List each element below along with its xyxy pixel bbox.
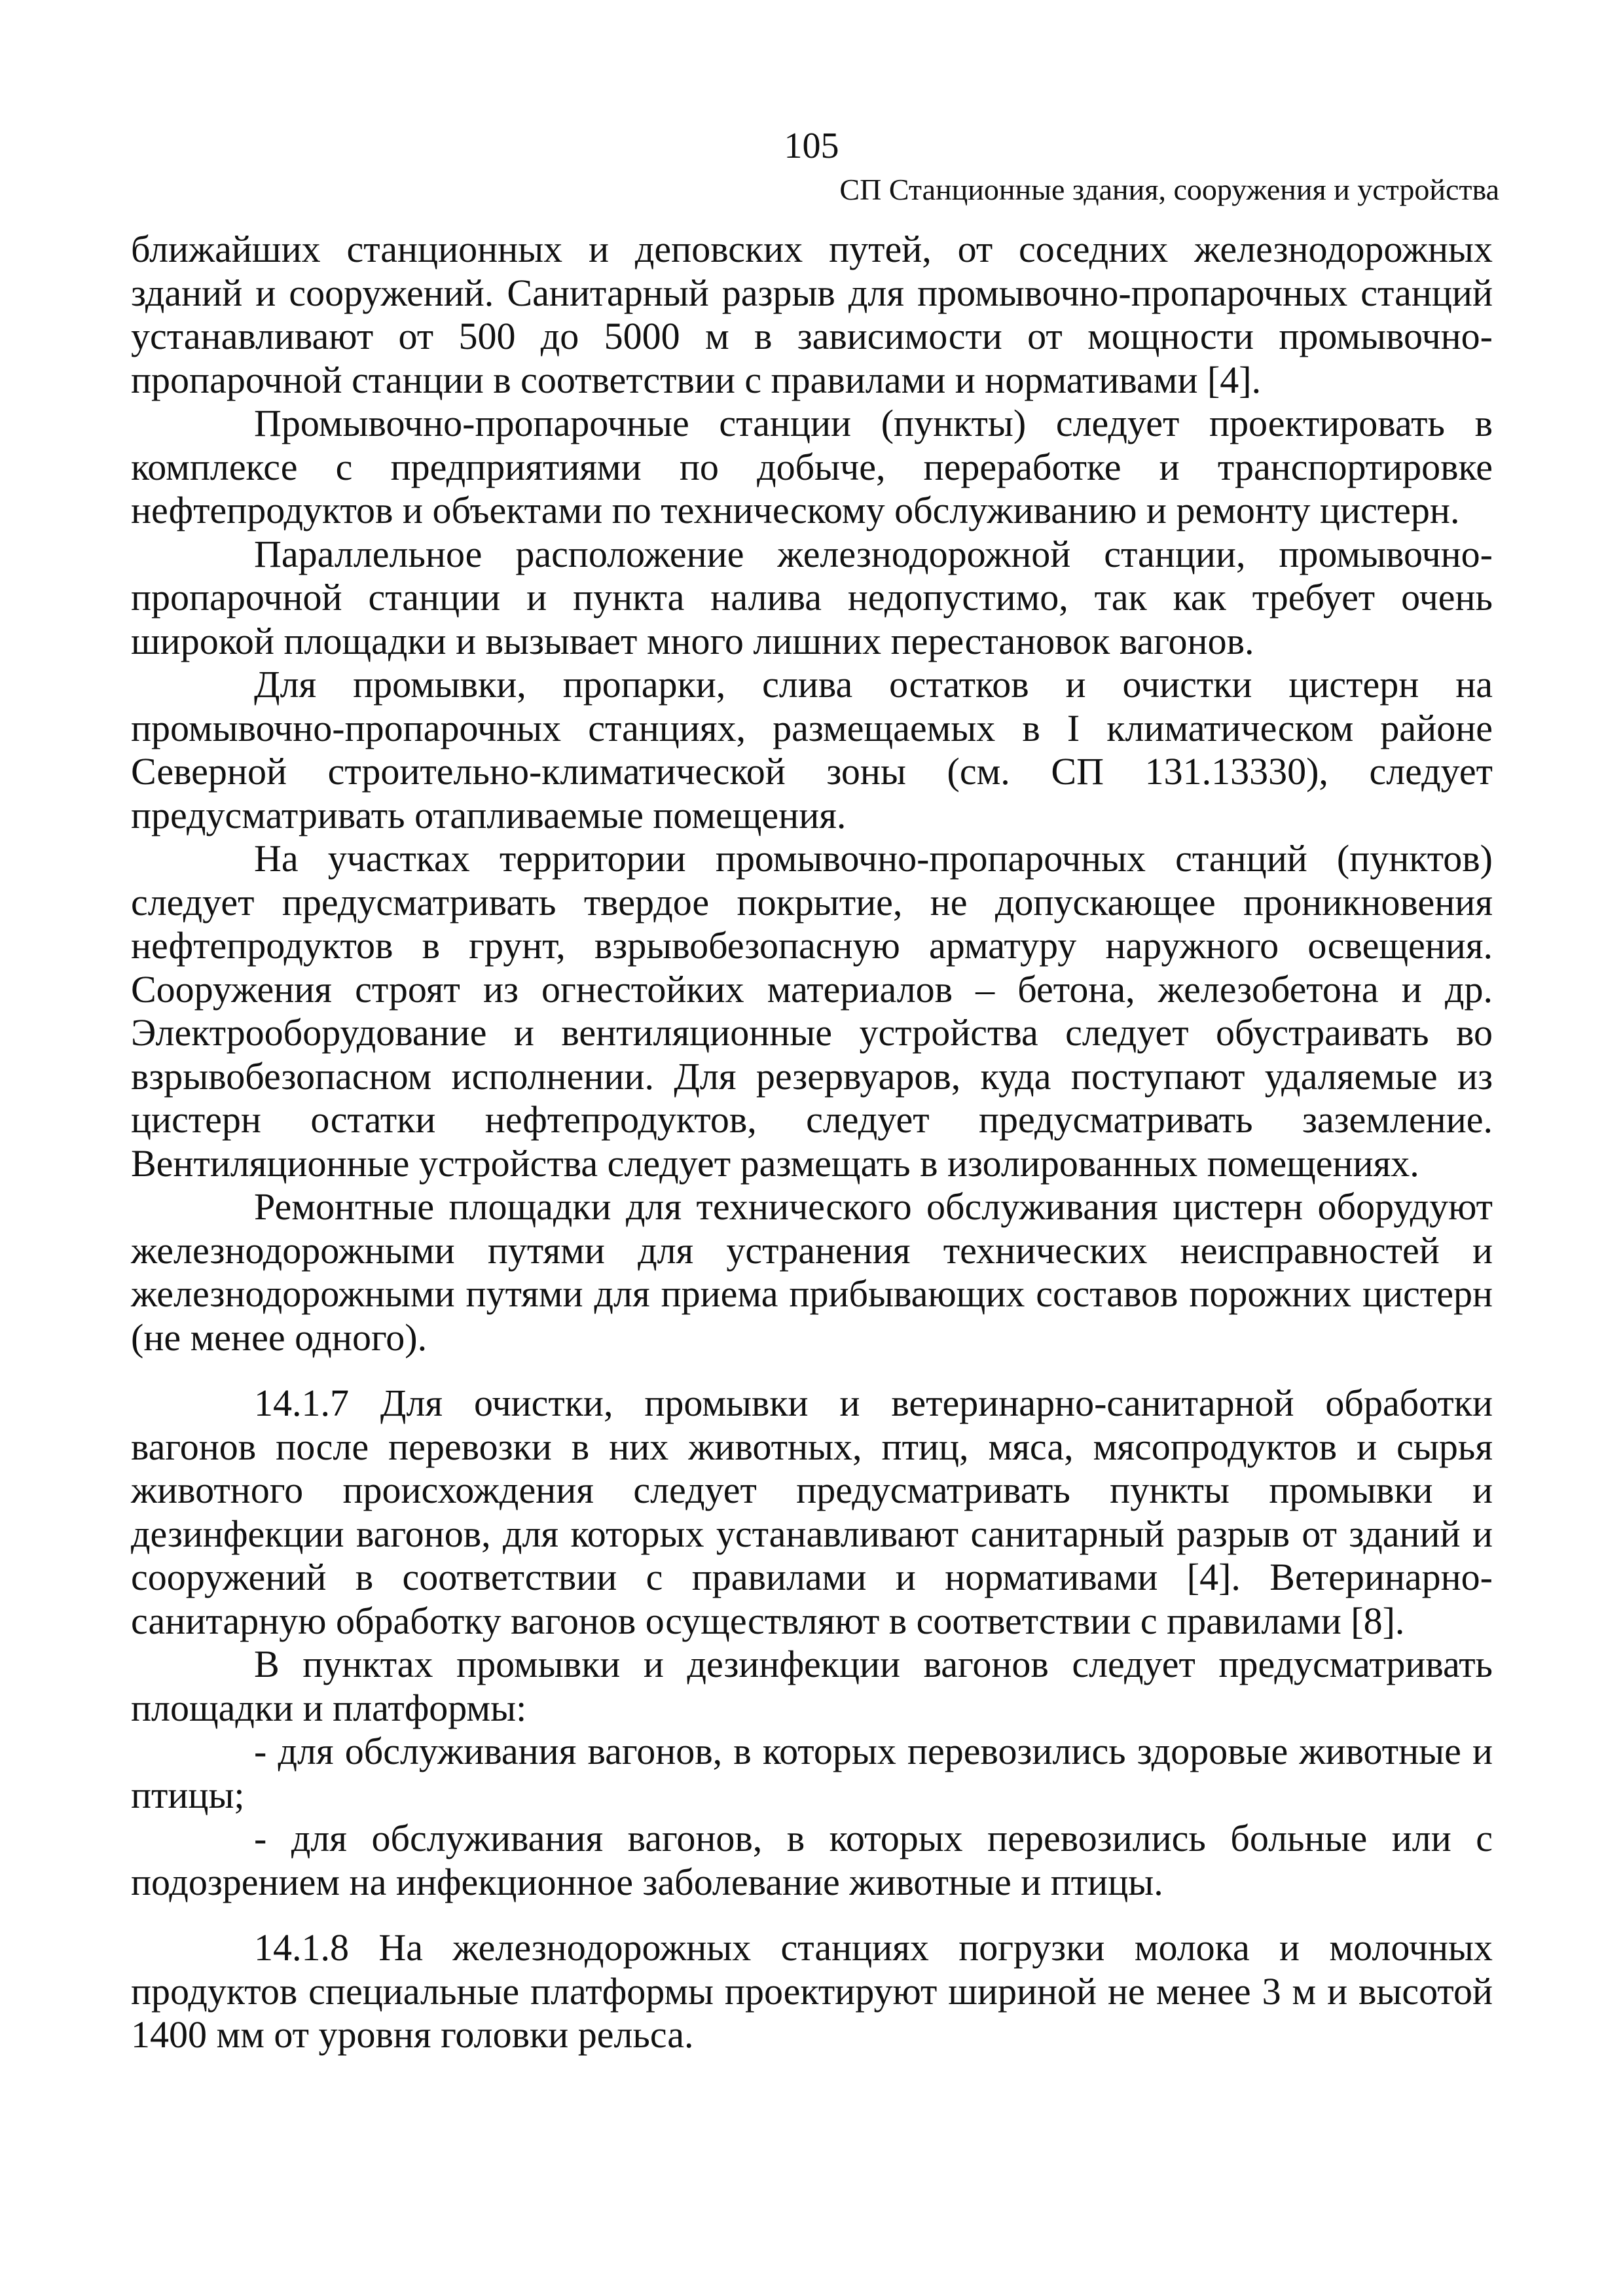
paragraph: ближайших станционных и деповских путей, от соседних железнодорожных зданий и сооружений. Санитарный разрыв для промывочно-пропарочных станций устанавливают от 500 до 5000 м в зависимости от мощности промывочно-пропарочной станции в соответствии с правилами и нормативами [4]. xyxy=(131,228,1493,401)
paragraph: Параллельное расположение железнодорожной станции, промывочно-пропарочной станции и пункта налива недопустимо, так как требует очень широкой площадки и вызывает много лишних перестановок вагонов. xyxy=(131,532,1493,662)
list-item: - для обслуживания вагонов, в которых перевозились больные или с подозрением на инфекционное заболевание животные и птицы. xyxy=(131,1817,1493,1903)
paragraph: В пунктах промывки и дезинфекции вагонов следует предусматривать площадки и платформы: xyxy=(131,1643,1493,1729)
section-14-1-7: 14.1.7 Для очистки, промывки и ветеринарно-санитарной обработки вагонов после перевозки в них животных, птиц, мяса, мясопродуктов и сырья животного происхождения следует предусматривать пункты промывки и дезинфекции вагонов, для которых устанавливают санитарный разрыв от зданий и сооружений в соответствии с правилами и нормативами [4]. Ветеринарно-санитарную обработку вагонов осуществляют в соответствии с правилами [8]. xyxy=(131,1382,1493,1642)
list-item: - для обслуживания вагонов, в которых перевозились здоровые животные и птицы; xyxy=(131,1730,1493,1816)
paragraph: На участках территории промывочно-пропарочных станций (пунктов) следует предусматривать твердое покрытие, не допускающее проникновения нефтепродуктов в грунт, взрывобезопасную арматуру наружного освещения. Сооружения строят из огнестойких материалов – бетона, железобетона и др. Электрооборудование и вентиляционные устройства следует обустраивать во взрывобезопасном исполнении. Для резервуаров, куда поступают удаляемые из цистерн остатки нефтепродуктов, следует предусматривать заземление. Вентиляционные устройства следует размещать в изолированных помещениях. xyxy=(131,837,1493,1185)
section-14-1-8: 14.1.8 На железнодорожных станциях погрузки молока и молочных продуктов специальные платформы проектируют шириной не менее 3 м и высотой 1400 мм от уровня головки рельса. xyxy=(131,1926,1493,2056)
paragraph: Промывочно-пропарочные станции (пункты) следует проектировать в комплексе с предприятиями по добыче, переработке и транспортировке нефтепродуктов и объектами по техническому обслуживанию и ремонту цистерн. xyxy=(131,402,1493,531)
paragraph: Для промывки, пропарки, слива остатков и очистки цистерн на промывочно-пропарочных станциях, размещаемых в I климатическом районе Северной строительно-климатической зоны (см. СП 131.13330), следует предусматривать отапливаемые помещения. xyxy=(131,663,1493,836)
paragraph: Ремонтные площадки для технического обслуживания цистерн оборудуют железнодорожными путями для устранения технических неисправностей и железнодорожными путями для приема прибывающих составов порожних цистерн (не менее одного). xyxy=(131,1185,1493,1359)
page-number: 105 xyxy=(784,126,839,166)
document-body xyxy=(131,228,1493,2057)
running-header: СП Станционные здания, сооружения и устройства xyxy=(839,173,1499,206)
